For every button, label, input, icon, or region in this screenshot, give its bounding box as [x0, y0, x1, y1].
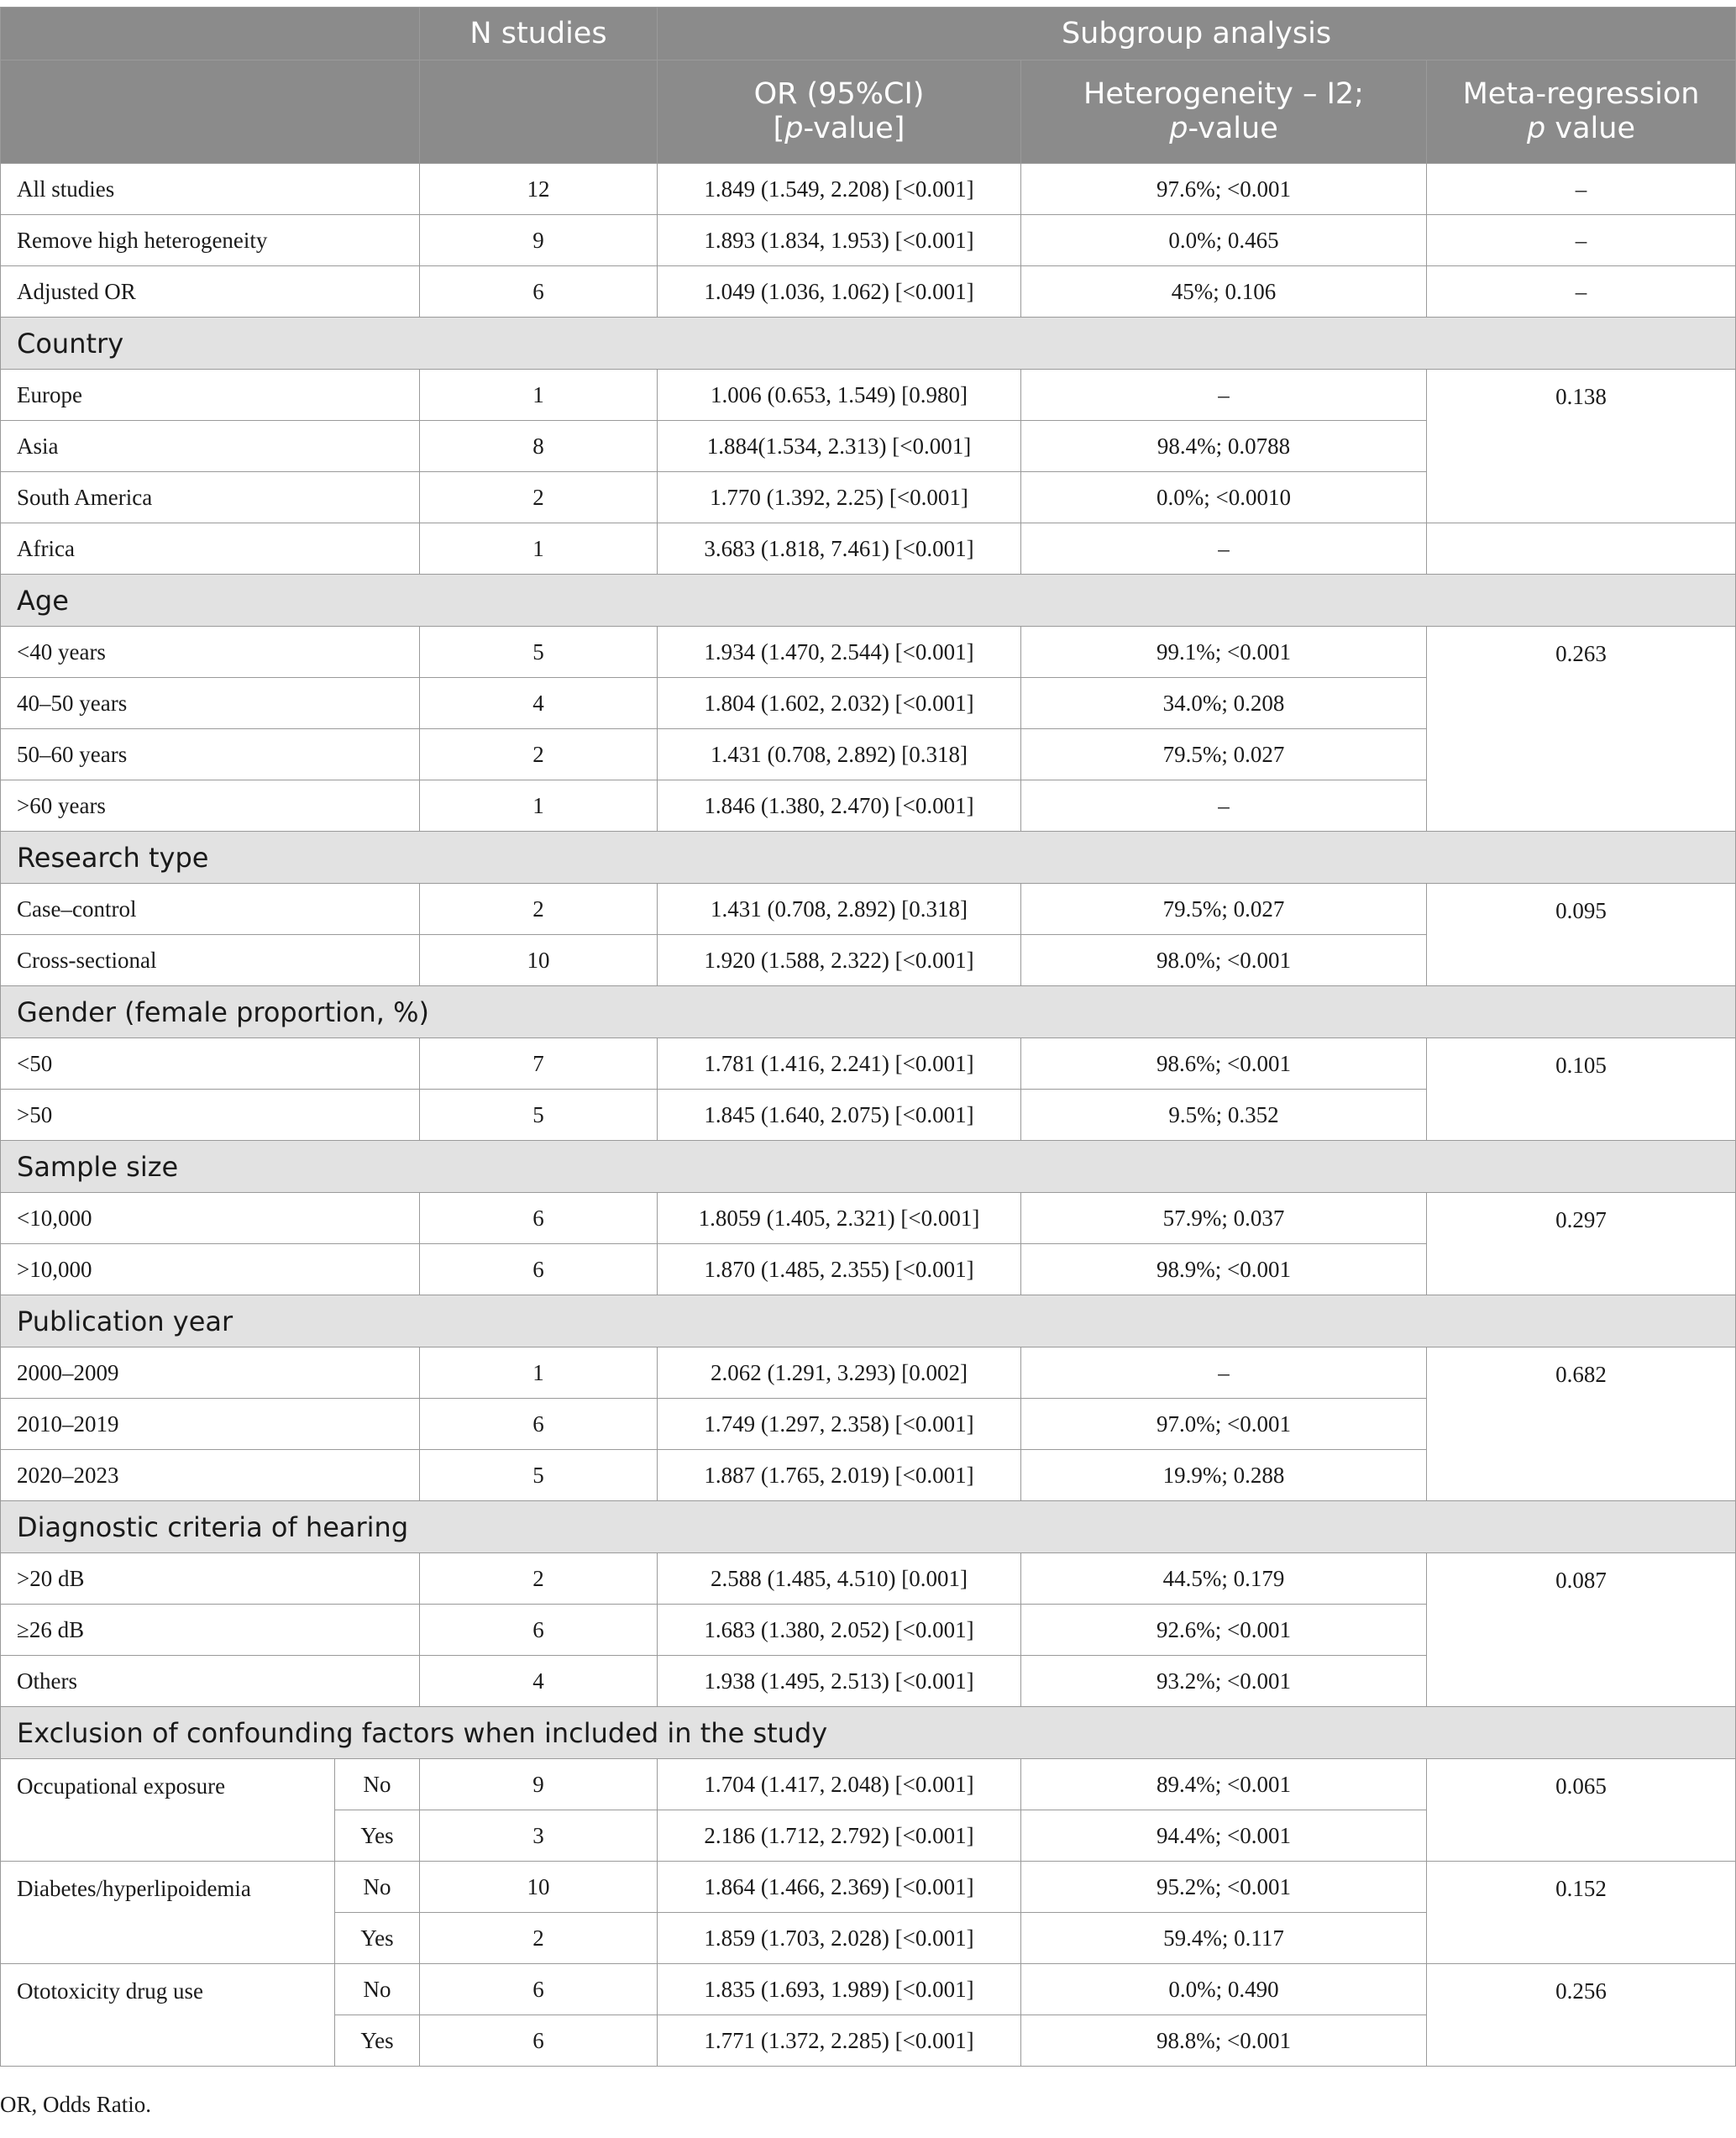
- row-heterogeneity: 94.4%; <0.001: [1021, 1810, 1427, 1862]
- header-het-line2-italic: p: [1169, 112, 1188, 145]
- row-sub-label: Yes: [335, 1913, 420, 1964]
- header-n-studies: N studies: [420, 8, 658, 60]
- table-row: [1, 164, 1736, 215]
- row-n-studies: 6: [420, 1964, 658, 2015]
- row-heterogeneity: 45%; 0.106: [1021, 266, 1427, 318]
- section-header-age: [1, 575, 1736, 627]
- row-or: 1.920 (1.588, 2.322) [<0.001]: [658, 935, 1021, 986]
- table-body: [1, 164, 1736, 2067]
- row-label: <50: [1, 1038, 420, 1090]
- table-row: [1, 1038, 1736, 1090]
- section-header-country: [1, 318, 1736, 370]
- row-or: 1.835 (1.693, 1.989) [<0.001]: [658, 1964, 1021, 2015]
- row-label: Cross-sectional: [1, 935, 420, 986]
- row-heterogeneity: 97.0%; <0.001: [1021, 1399, 1427, 1450]
- header-blank-2: [1, 60, 420, 164]
- section-title: Sample size: [1, 1141, 1736, 1193]
- row-n-studies: 2: [420, 1913, 658, 1964]
- row-meta-regression: –: [1427, 164, 1736, 215]
- row-heterogeneity: –: [1021, 523, 1427, 575]
- row-or: 1.771 (1.372, 2.285) [<0.001]: [658, 2015, 1021, 2067]
- table-row: [1, 1347, 1736, 1399]
- row-or: 1.704 (1.417, 2.048) [<0.001]: [658, 1759, 1021, 1810]
- section-meta-regression: 0.263: [1427, 627, 1736, 832]
- row-n-studies: 10: [420, 935, 658, 986]
- table-row: [1, 215, 1736, 266]
- row-n-studies: 3: [420, 1810, 658, 1862]
- row-heterogeneity: 0.0%; 0.490: [1021, 1964, 1427, 2015]
- row-or: 1.864 (1.466, 2.369) [<0.001]: [658, 1862, 1021, 1913]
- row-or: 1.781 (1.416, 2.241) [<0.001]: [658, 1038, 1021, 1090]
- row-n-studies: 5: [420, 1090, 658, 1141]
- section-header-confounding: [1, 1707, 1736, 1759]
- row-n-studies: 9: [420, 1759, 658, 1810]
- confounder-label: Diabetes/hyperlipoidemia: [1, 1862, 335, 1964]
- row-n-studies: 6: [420, 1399, 658, 1450]
- row-n-studies: 1: [420, 1347, 658, 1399]
- row-label: Asia: [1, 421, 420, 472]
- row-heterogeneity: 79.5%; 0.027: [1021, 729, 1427, 780]
- table-row: [1, 266, 1736, 318]
- row-n-studies: 6: [420, 1244, 658, 1295]
- row-label: <10,000: [1, 1193, 420, 1244]
- row-heterogeneity: 0.0%; <0.0010: [1021, 472, 1427, 523]
- row-or: 1.849 (1.549, 2.208) [<0.001]: [658, 164, 1021, 215]
- table-row: [1, 1759, 1736, 1810]
- section-meta-regression: 0.065: [1427, 1759, 1736, 1862]
- row-n-studies: 6: [420, 1193, 658, 1244]
- row-n-studies: 5: [420, 1450, 658, 1501]
- section-meta-regression: 0.256: [1427, 1964, 1736, 2067]
- section-header-sample-size: [1, 1141, 1736, 1193]
- header-meta-line2-italic: p: [1527, 112, 1546, 145]
- row-or: 1.870 (1.485, 2.355) [<0.001]: [658, 1244, 1021, 1295]
- row-meta-regression-empty: [1427, 523, 1736, 575]
- row-heterogeneity: 98.0%; <0.001: [1021, 935, 1427, 986]
- row-heterogeneity: 0.0%; 0.465: [1021, 215, 1427, 266]
- row-or: 1.938 (1.495, 2.513) [<0.001]: [658, 1656, 1021, 1707]
- row-heterogeneity: 99.1%; <0.001: [1021, 627, 1427, 678]
- section-header-publication-year: [1, 1295, 1736, 1347]
- header-or-ci: [658, 60, 1021, 164]
- row-n-studies: 6: [420, 266, 658, 318]
- header-het-line1: Heterogeneity – I2;: [1083, 77, 1364, 111]
- row-or: 1.431 (0.708, 2.892) [0.318]: [658, 729, 1021, 780]
- row-label: >10,000: [1, 1244, 420, 1295]
- section-title: Age: [1, 575, 1736, 627]
- table-footnote: OR, Odds Ratio.: [0, 2092, 152, 2117]
- row-or: 1.804 (1.602, 2.032) [<0.001]: [658, 678, 1021, 729]
- row-label: South America: [1, 472, 420, 523]
- row-or: 1.006 (0.653, 1.549) [0.980]: [658, 370, 1021, 421]
- section-title: Country: [1, 318, 1736, 370]
- header-or-line2-italic: p: [784, 112, 804, 145]
- row-n-studies: 2: [420, 472, 658, 523]
- table-container: [0, 7, 1735, 2067]
- row-n-studies: 12: [420, 164, 658, 215]
- row-label: 2000–2009: [1, 1347, 420, 1399]
- row-heterogeneity: 93.2%; <0.001: [1021, 1656, 1427, 1707]
- row-or: 3.683 (1.818, 7.461) [<0.001]: [658, 523, 1021, 575]
- row-n-studies: 6: [420, 1605, 658, 1656]
- row-or: 1.749 (1.297, 2.358) [<0.001]: [658, 1399, 1021, 1450]
- row-heterogeneity: 59.4%; 0.117: [1021, 1913, 1427, 1964]
- subgroup-analysis-table: [0, 7, 1736, 2067]
- row-label: Europe: [1, 370, 420, 421]
- row-heterogeneity: 98.8%; <0.001: [1021, 2015, 1427, 2067]
- table-row: [1, 1553, 1736, 1605]
- row-or: 1.893 (1.834, 1.953) [<0.001]: [658, 215, 1021, 266]
- header-or-line2-pre: [: [773, 112, 785, 145]
- row-sub-label: Yes: [335, 1810, 420, 1862]
- header-blank-3: [420, 60, 658, 164]
- row-sub-label: No: [335, 1964, 420, 2015]
- confounder-label: Occupational exposure: [1, 1759, 335, 1862]
- row-heterogeneity: 98.9%; <0.001: [1021, 1244, 1427, 1295]
- row-n-studies: 5: [420, 627, 658, 678]
- table-row: [1, 1862, 1736, 1913]
- header-row-1: [1, 8, 1736, 60]
- row-n-studies: 7: [420, 1038, 658, 1090]
- section-title: Exclusion of confounding factors when included in the study: [1, 1707, 1736, 1759]
- row-heterogeneity: 97.6%; <0.001: [1021, 164, 1427, 215]
- row-n-studies: 10: [420, 1862, 658, 1913]
- row-label: Africa: [1, 523, 420, 575]
- row-sub-label: No: [335, 1759, 420, 1810]
- table-row: [1, 523, 1736, 575]
- row-n-studies: 1: [420, 780, 658, 832]
- row-heterogeneity: 79.5%; 0.027: [1021, 884, 1427, 935]
- row-heterogeneity: 34.0%; 0.208: [1021, 678, 1427, 729]
- row-sub-label: No: [335, 1862, 420, 1913]
- section-meta-regression: 0.152: [1427, 1862, 1736, 1964]
- row-or: 1.934 (1.470, 2.544) [<0.001]: [658, 627, 1021, 678]
- row-heterogeneity: –: [1021, 780, 1427, 832]
- header-or-line2-post: -value]: [803, 112, 905, 145]
- row-sub-label: Yes: [335, 2015, 420, 2067]
- header-subgroup-analysis: Subgroup analysis: [658, 8, 1736, 60]
- row-n-studies: 2: [420, 1553, 658, 1605]
- row-heterogeneity: 44.5%; 0.179: [1021, 1553, 1427, 1605]
- row-heterogeneity: 19.9%; 0.288: [1021, 1450, 1427, 1501]
- header-meta-regression: [1427, 60, 1736, 164]
- row-label: >60 years: [1, 780, 420, 832]
- row-label: Remove high heterogeneity: [1, 215, 420, 266]
- row-or: 1.884(1.534, 2.313) [<0.001]: [658, 421, 1021, 472]
- row-heterogeneity: 9.5%; 0.352: [1021, 1090, 1427, 1141]
- row-or: 1.770 (1.392, 2.25) [<0.001]: [658, 472, 1021, 523]
- row-or: 2.588 (1.485, 4.510) [0.001]: [658, 1553, 1021, 1605]
- section-meta-regression: 0.138: [1427, 370, 1736, 523]
- section-title: Gender (female proportion, %): [1, 986, 1736, 1038]
- header-meta-line1: Meta-regression: [1462, 77, 1700, 111]
- header-het-line2-post: -value: [1188, 112, 1278, 145]
- row-heterogeneity: –: [1021, 1347, 1427, 1399]
- header-meta-line2-post: value: [1545, 112, 1635, 145]
- row-n-studies: 2: [420, 884, 658, 935]
- row-heterogeneity: –: [1021, 370, 1427, 421]
- table-row: [1, 370, 1736, 421]
- row-or: 1.859 (1.703, 2.028) [<0.001]: [658, 1913, 1021, 1964]
- row-heterogeneity: 92.6%; <0.001: [1021, 1605, 1427, 1656]
- section-title: Research type: [1, 832, 1736, 884]
- row-label: 40–50 years: [1, 678, 420, 729]
- header-row-2: [1, 60, 1736, 164]
- row-label: >20 dB: [1, 1553, 420, 1605]
- row-n-studies: 2: [420, 729, 658, 780]
- row-label: 50–60 years: [1, 729, 420, 780]
- header-heterogeneity: [1021, 60, 1427, 164]
- section-header-research-type: [1, 832, 1736, 884]
- row-n-studies: 1: [420, 370, 658, 421]
- section-title: Diagnostic criteria of hearing: [1, 1501, 1736, 1553]
- table-row: [1, 1193, 1736, 1244]
- row-label: Adjusted OR: [1, 266, 420, 318]
- row-or: 1.683 (1.380, 2.052) [<0.001]: [658, 1605, 1021, 1656]
- section-title: Publication year: [1, 1295, 1736, 1347]
- row-or: 1.845 (1.640, 2.075) [<0.001]: [658, 1090, 1021, 1141]
- row-heterogeneity: 95.2%; <0.001: [1021, 1862, 1427, 1913]
- table-row: [1, 884, 1736, 935]
- row-n-studies: 9: [420, 215, 658, 266]
- row-n-studies: 1: [420, 523, 658, 575]
- header-or-line1: OR (95%CI): [753, 77, 925, 111]
- section-meta-regression: 0.095: [1427, 884, 1736, 986]
- row-label: >50: [1, 1090, 420, 1141]
- row-or: 2.186 (1.712, 2.792) [<0.001]: [658, 1810, 1021, 1862]
- row-heterogeneity: 98.6%; <0.001: [1021, 1038, 1427, 1090]
- row-or: 1.8059 (1.405, 2.321) [<0.001]: [658, 1193, 1021, 1244]
- row-heterogeneity: 89.4%; <0.001: [1021, 1759, 1427, 1810]
- table-row: [1, 1964, 1736, 2015]
- section-meta-regression: 0.297: [1427, 1193, 1736, 1295]
- section-header-gender: [1, 986, 1736, 1038]
- row-n-studies: 4: [420, 1656, 658, 1707]
- header-blank: [1, 8, 420, 60]
- row-label: ≥26 dB: [1, 1605, 420, 1656]
- row-n-studies: 6: [420, 2015, 658, 2067]
- row-or: 1.049 (1.036, 1.062) [<0.001]: [658, 266, 1021, 318]
- table-row: [1, 627, 1736, 678]
- row-label: 2010–2019: [1, 1399, 420, 1450]
- row-or: 1.887 (1.765, 2.019) [<0.001]: [658, 1450, 1021, 1501]
- row-or: 1.846 (1.380, 2.470) [<0.001]: [658, 780, 1021, 832]
- row-label: All studies: [1, 164, 420, 215]
- row-label: Others: [1, 1656, 420, 1707]
- row-meta-regression: –: [1427, 266, 1736, 318]
- confounder-label: Ototoxicity drug use: [1, 1964, 335, 2067]
- row-meta-regression: –: [1427, 215, 1736, 266]
- row-label: <40 years: [1, 627, 420, 678]
- section-meta-regression: 0.105: [1427, 1038, 1736, 1141]
- row-or: 1.431 (0.708, 2.892) [0.318]: [658, 884, 1021, 935]
- section-meta-regression: 0.087: [1427, 1553, 1736, 1707]
- row-label: Case–control: [1, 884, 420, 935]
- row-heterogeneity: 57.9%; 0.037: [1021, 1193, 1427, 1244]
- row-label: 2020–2023: [1, 1450, 420, 1501]
- row-n-studies: 4: [420, 678, 658, 729]
- section-meta-regression: 0.682: [1427, 1347, 1736, 1501]
- section-header-diagnostic-criteria: [1, 1501, 1736, 1553]
- row-n-studies: 8: [420, 421, 658, 472]
- row-or: 2.062 (1.291, 3.293) [0.002]: [658, 1347, 1021, 1399]
- row-heterogeneity: 98.4%; 0.0788: [1021, 421, 1427, 472]
